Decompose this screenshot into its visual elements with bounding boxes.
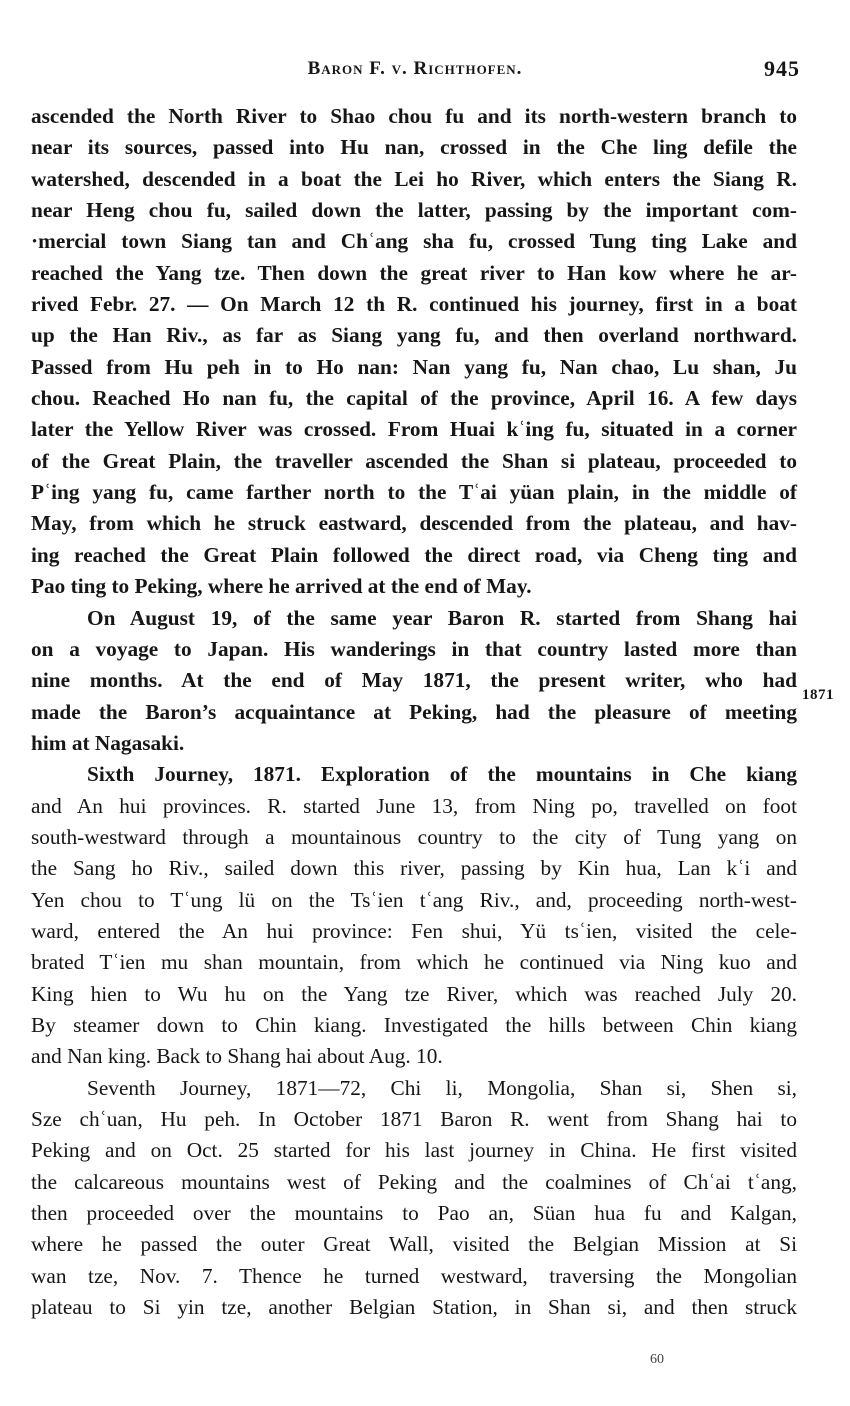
text-line: where he passed the outer Great Wall, visited the Belgian Mission at Si: [31, 1232, 797, 1257]
text-line: then proceeded over the mountains to Pao an, Süan hua fu and Kalgan,: [31, 1201, 797, 1226]
text-line: ascended the North River to Shao chou fu and its north-western branch to: [31, 104, 797, 128]
text-line: May, from which he struck eastward, descended from the plateau, and hav-: [31, 511, 797, 536]
text-line: him at Nagasaki.: [31, 730, 185, 755]
text-line: south-westward through a mountainous country to the city of Tung yang on: [31, 824, 797, 849]
body-text: [31, 101, 797, 1323]
text-line: and An hui provinces. R. started June 13, from Ning po, travelled on foot: [31, 793, 797, 818]
text-line: Sze chʿuan, Hu peh. In October 1871 Baron R. went from Shang hai to: [31, 1107, 797, 1131]
text-line: chou. Reached Ho nan fu, the capital of the province, April 16. A few days: [31, 386, 797, 411]
text-line: nine months. At the end of May 1871, the present writer, who had: [31, 668, 797, 693]
text-line: Passed from Hu peh in to Ho nan: Nan yang fu, Nan chao, Lu shan, Ju: [31, 354, 797, 379]
text-line: Peking and on Oct. 25 started for his last journey in China. He first visited: [31, 1138, 797, 1163]
text-line: Sixth Journey, 1871. Exploration of the mountains in Che kiang: [87, 762, 797, 787]
printer-signature-mark: 60: [650, 1352, 664, 1367]
page-number: 945: [764, 56, 800, 81]
text-line: watershed, descended in a boat the Lei ho River, which enters the Siang R.: [31, 166, 797, 191]
text-line: near Heng chou fu, sailed down the latter, passing by the important com-: [31, 198, 797, 223]
text-line: King hien to Wu hu on the Yang tze River, which was reached July 20.: [31, 981, 797, 1006]
text-line: made the Baron’s acquaintance at Peking, had the pleasure of meeting: [31, 699, 797, 724]
text-line: the calcareous mountains west of Peking and the coalmines of Chʿai tʿang,: [31, 1169, 797, 1194]
text-line: later the Yellow River was crossed. From Huai kʿing fu, situated in a corner: [31, 417, 797, 442]
margin-year-note: 1871: [802, 687, 834, 703]
text-line: By steamer down to Chin kiang. Investigated the hills between Chin kiang: [31, 1012, 797, 1037]
text-line: on a voyage to Japan. His wanderings in that country lasted more than: [31, 636, 797, 661]
text-line: up the Han Riv., as far as Siang yang fu, and then overland northward.: [31, 323, 797, 348]
page-header: [30, 56, 800, 88]
text-line: reached the Yang tze. Then down the great river to Han kow where he ar-: [31, 260, 797, 285]
text-line: wan tze, Nov. 7. Thence he turned westward, traversing the Mongolian: [31, 1263, 797, 1288]
text-line: plateau to Si yin tze, another Belgian Station, in Shan si, and then struck: [31, 1295, 797, 1320]
text-line: and Nan king. Back to Shang hai about Aug. 10.: [31, 1044, 443, 1069]
text-line: Seventh Journey, 1871—72, Chi li, Mongolia, Shan si, Shen si,: [87, 1075, 797, 1100]
text-line: Yen chou to Tʿung lü on the Tsʿien tʿang Riv., and, proceeding north-west-: [31, 887, 797, 912]
text-line: brated Tʿien mu shan mountain, from which he continued via Ning kuo and: [31, 950, 797, 975]
running-title: Baron F. v. Richthofen.: [307, 58, 523, 79]
text-line: ing reached the Great Plain followed the direct road, via Cheng ting and: [31, 542, 797, 567]
text-line: of the Great Plain, the traveller ascended the Shan si plateau, proceeded to: [31, 448, 797, 473]
text-line: On August 19, of the same year Baron R. started from Shang hai: [87, 605, 797, 630]
text-line: rived Febr. 27. — On March 12 th R. continued his journey, first in a boat: [31, 292, 797, 317]
text-line: ·mercial town Siang tan and Chʿang sha fu, crossed Tung ting Lake and: [31, 229, 797, 254]
text-line: Pʿing yang fu, came farther north to the Tʿai yüan plain, in the middle of: [31, 480, 797, 505]
text-line: ward, entered the An hui province: Fen shui, Yü tsʿien, visited the cele-: [31, 918, 797, 943]
text-line: near its sources, passed into Hu nan, crossed in the Che ling defile the: [31, 135, 797, 160]
text-line: the Sang ho Riv., sailed down this river, passing by Kin hua, Lan kʿi and: [31, 856, 797, 881]
text-line: Pao ting to Peking, where he arrived at the end of May.: [31, 574, 532, 599]
